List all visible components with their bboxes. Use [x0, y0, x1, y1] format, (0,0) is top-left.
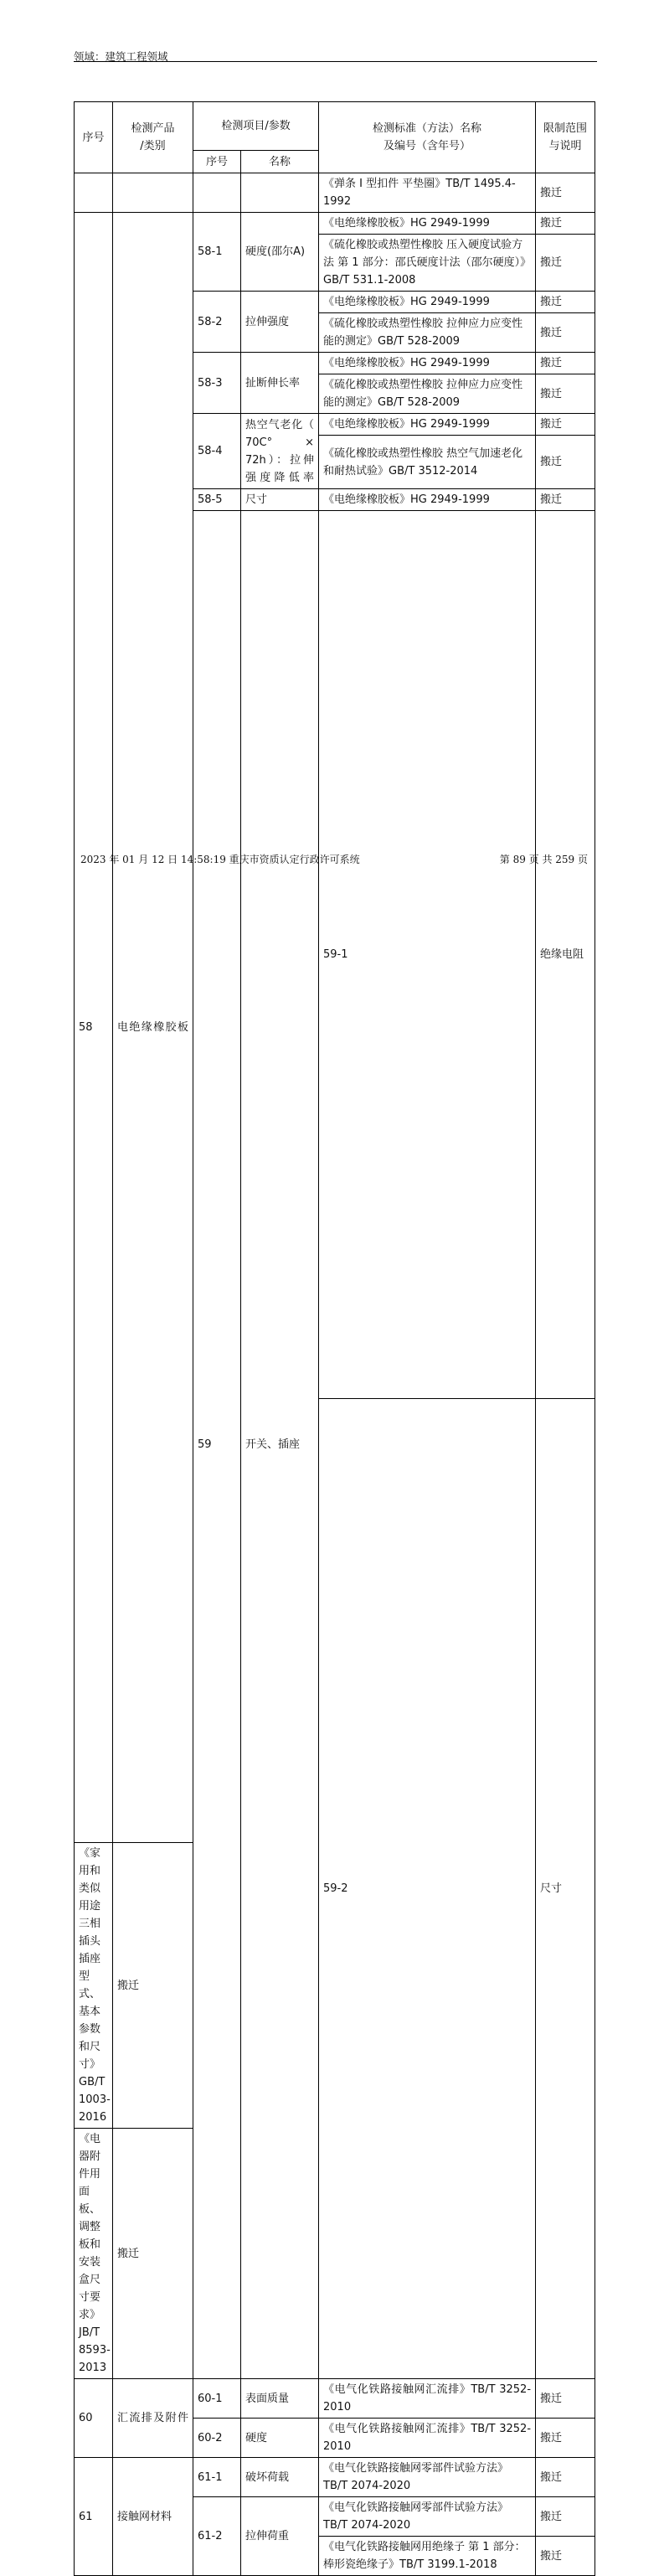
g59-product: 开关、插座	[241, 511, 319, 2379]
g61-2-limit-2: 搬迁	[536, 2537, 595, 2576]
g60-1-standard-1: 《电气化铁路接触网汇流排》TB/T 3252-2010	[319, 2379, 536, 2419]
g61-2-name: 拉伸荷重	[241, 2497, 319, 2576]
g58-3-standard-1: 《电绝缘橡胶板》HG 2949-1999	[319, 353, 536, 374]
g60-1-limit-1: 搬迁	[536, 2379, 595, 2419]
g61-2-standard-1: 《电气化铁路接触网零部件试验方法》TB/T 2074-2020	[319, 2497, 536, 2537]
g58-1-no: 58-1	[193, 213, 241, 292]
g58-2-name: 拉伸强度	[241, 292, 319, 353]
footer-page-number: 第 89 页 共 259 页	[499, 854, 588, 865]
head-standard	[319, 102, 536, 173]
carry-item-seq	[193, 173, 241, 213]
g58-3-no: 58-3	[193, 353, 241, 414]
g61-1-limit-1: 搬迁	[536, 2458, 595, 2497]
g61-1-name: 破坏荷载	[241, 2458, 319, 2497]
g61-2-standard-2: 《电气化铁路接触网用绝缘子 第 1 部分：棒形瓷绝缘子》TB/T 3199.1-2018	[319, 2537, 536, 2576]
g61-1-no: 61-1	[193, 2458, 241, 2497]
g58-product: 电绝缘橡胶板	[113, 213, 193, 1843]
inspection-scope-table	[74, 101, 595, 2576]
g58-3-limit-2: 搬迁	[536, 374, 595, 414]
g60-2-standard-1: 《电气化铁路接触网汇流排》TB/T 3252-2010	[319, 2419, 536, 2458]
g60-2-limit-1: 搬迁	[536, 2419, 595, 2458]
carry-standard: 《弹条 I 型扣件 平垫圈》TB/T 1495.4-1992	[319, 173, 536, 213]
g61-2-no: 61-2	[193, 2497, 241, 2576]
g58-4-name: 热空气老化（ 70C° × 72h）：拉伸强度降低率	[241, 414, 319, 489]
g58-3-standard-2: 《硫化橡胶或热塑性橡胶 拉伸应力应变性能的测定》GB/T 528-2009	[319, 374, 536, 414]
g60-1-no: 60-1	[193, 2379, 241, 2419]
g59-2-no: 59-2	[319, 1399, 536, 2379]
g58-4-limit-2: 搬迁	[536, 436, 595, 489]
g58-2-standard-1: 《电绝缘橡胶板》HG 2949-1999	[319, 292, 536, 313]
head-product	[113, 102, 193, 173]
g58-1-name: 硬度(邵尔A)	[241, 213, 319, 292]
g61-seq: 61	[75, 2458, 113, 2576]
g58-seq: 58	[75, 213, 113, 1843]
head-item-name: 名称	[241, 151, 319, 173]
carry-seq	[75, 173, 113, 213]
head-standard-line1: 检测标准（方法）名称	[373, 122, 482, 135]
g58-4-standard-2: 《硫化橡胶或热塑性橡胶 热空气加速老化和耐热试验》GB/T 3512-2014	[319, 436, 536, 489]
head-limit	[536, 102, 595, 173]
g60-2-name: 硬度	[241, 2419, 319, 2458]
head-seq: 序号	[75, 102, 113, 173]
g58-3-limit-1: 搬迁	[536, 353, 595, 374]
carry-limit: 搬迁	[536, 173, 595, 213]
carry-product	[113, 173, 193, 213]
g59-2-standard-2: 《家用和类似用途三相插头插座 型式、基本参数和尺寸》GB/T 1003-2016	[75, 1843, 113, 2129]
head-item-seq: 序号	[193, 151, 241, 173]
header-divider	[74, 61, 597, 62]
g60-1-name: 表面质量	[241, 2379, 319, 2419]
g58-2-limit-2: 搬迁	[536, 313, 595, 353]
head-limit-line2: 与说明	[548, 140, 582, 152]
g59-2-limit-2: 搬迁	[113, 1843, 193, 2129]
g59-2-limit-3: 搬迁	[113, 2129, 193, 2379]
g60-seq: 60	[75, 2379, 113, 2458]
g58-4-standard-1: 《电绝缘橡胶板》HG 2949-1999	[319, 414, 536, 436]
head-item-group: 检测项目/参数	[193, 102, 319, 151]
g58-1-limit-1: 搬迁	[536, 213, 595, 235]
g60-2-no: 60-2	[193, 2419, 241, 2458]
g58-2-no: 58-2	[193, 292, 241, 353]
g59-1-no: 59-1	[319, 511, 536, 1399]
g58-5-standard-1: 《电绝缘橡胶板》HG 2949-1999	[319, 489, 536, 511]
head-standard-line2: 及编号（含年号）	[383, 140, 471, 152]
g58-5-no: 58-5	[193, 489, 241, 511]
g59-1-name: 绝缘电阻	[536, 511, 595, 1399]
g61-1-standard-1: 《电气化铁路接触网零部件试验方法》TB/T 2074-2020	[319, 2458, 536, 2497]
g58-5-limit-1: 搬迁	[536, 489, 595, 511]
g58-4-no: 58-4	[193, 414, 241, 489]
head-product-line1: 检测产品	[131, 122, 175, 135]
g58-2-standard-2: 《硫化橡胶或热塑性橡胶 拉伸应力应变性能的测定》GB/T 528-2009	[319, 313, 536, 353]
g59-2-standard-3: 《电器附件用面板、调整板和安装盒尺寸要求》JB/T 8593-2013	[75, 2129, 113, 2379]
g60-product: 汇流排及附件	[113, 2379, 193, 2458]
g58-2-limit-1: 搬迁	[536, 292, 595, 313]
g58-4-limit-1: 搬迁	[536, 414, 595, 436]
head-product-line2: /类别	[140, 140, 166, 152]
g58-1-limit-2: 搬迁	[536, 235, 595, 292]
g58-3-name: 扯断伸长率	[241, 353, 319, 414]
g59-seq: 59	[193, 511, 241, 2379]
g58-1-standard-2: 《硫化橡胶或热塑性橡胶 压入硬度试验方法 第 1 部分：邵氏硬度计法（邵尔硬度）》GB/T 531.1-2008	[319, 235, 536, 292]
head-limit-line1: 限制范围	[543, 122, 588, 135]
g61-2-limit-1: 搬迁	[536, 2497, 595, 2537]
g58-5-name: 尺寸	[241, 489, 319, 511]
footer-timestamp-system: 2023 年 01 月 12 日 14:58:19 重庆市资质认定行政许可系统	[80, 854, 360, 865]
g61-product: 接触网材料	[113, 2458, 193, 2576]
page-header-domain: 领域：建筑工程领域	[74, 50, 168, 63]
g59-2-name: 尺寸	[536, 1399, 595, 2379]
g58-1-standard-1: 《电绝缘橡胶板》HG 2949-1999	[319, 213, 536, 235]
carry-item-name	[241, 173, 319, 213]
